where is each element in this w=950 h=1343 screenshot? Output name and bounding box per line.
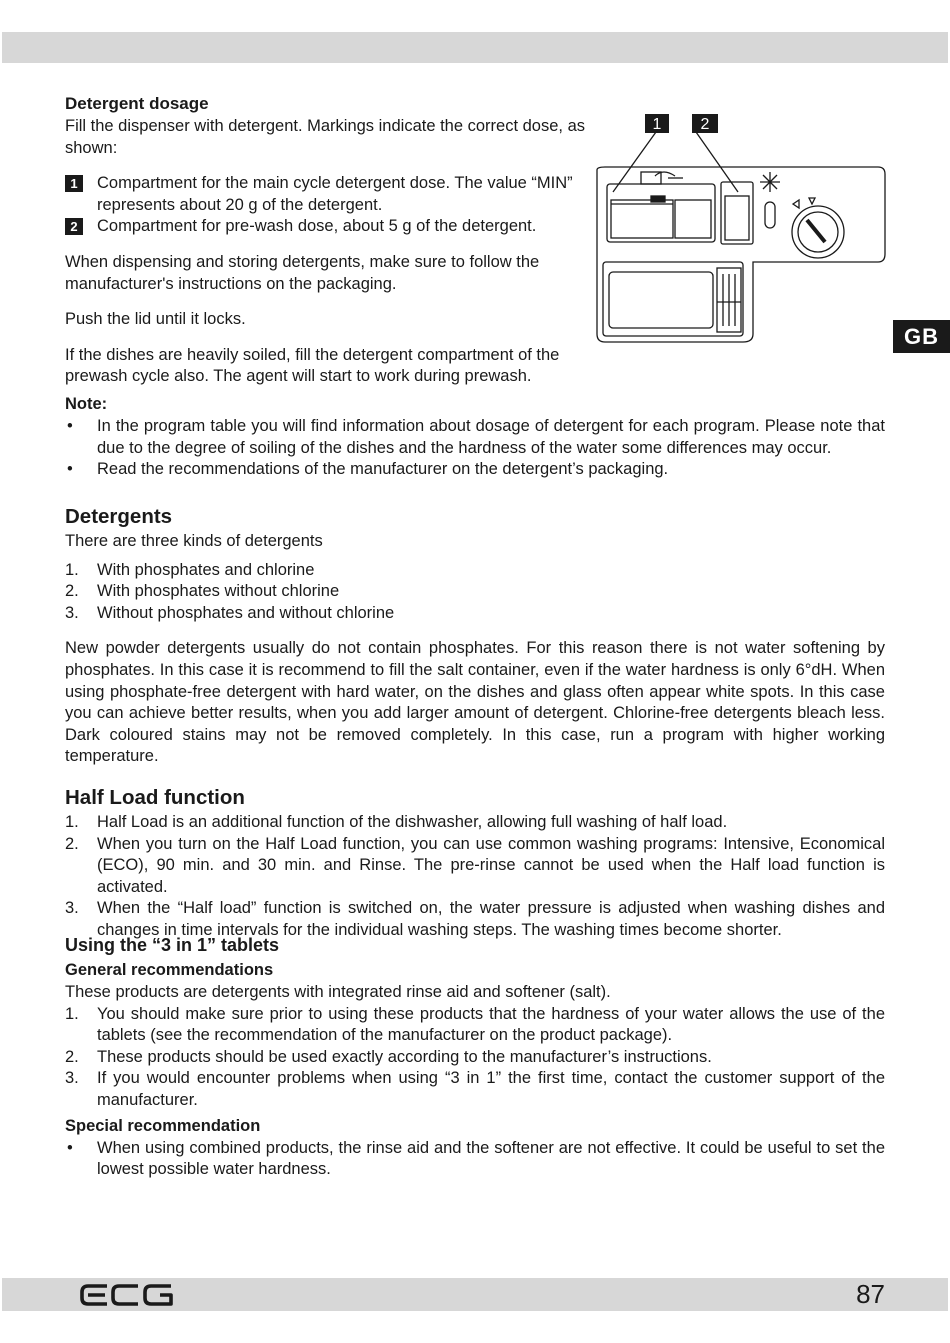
list-item-text: Without phosphates and without chlorine	[97, 603, 395, 622]
note-heading: Note:	[65, 394, 108, 413]
list-item	[65, 216, 585, 238]
list-number: 2.	[65, 1047, 79, 1066]
paragraph: Push the lid until it locks.	[65, 310, 246, 329]
note-item	[65, 459, 885, 481]
list-item-text: You should make sure prior to using these products that the hardness of your water allows the use of the tablets (see the recommendation of the manufacturer on the product package).	[97, 1004, 885, 1045]
ecg-logo	[80, 1283, 174, 1307]
list-item	[65, 173, 585, 216]
paragraph: New powder detergents usually do not contain phosphates. For this reason there is not water softening by phosphates. In this case it is recommend to fill the salt container, even if the water hardness is only 6°dH. When using phosphate-free detergent with hard water, on the dishes and glass often appear white spots. In this case you can achieve better results, when you add larger amount of detergent. Chlorine-free detergents bleach less. Dark coloured stains may not be removed completely. In this case, run a program with higher working temperature.	[65, 639, 885, 766]
note-item	[65, 416, 885, 459]
list-item	[65, 581, 885, 603]
number-badge: 2	[65, 218, 83, 235]
intro-text: There are three kinds of detergents	[65, 532, 323, 550]
bullet: •	[67, 416, 73, 435]
number-badge: 1	[65, 175, 83, 192]
bullet: •	[67, 460, 73, 479]
list-item-text: Compartment for the main cycle detergent dose. The value “MIN” represents about 20 g of the detergent.	[97, 174, 573, 214]
list-number: 1.	[65, 1004, 79, 1023]
list-item	[65, 1068, 885, 1111]
subsection-heading: Special recommendation	[65, 1116, 261, 1135]
section-detergents	[65, 503, 885, 768]
list-item	[65, 560, 885, 582]
subsection-heading: General recommendations	[65, 961, 274, 979]
list-item-text: Half Load is an additional function of the dishwasher, allowing full washing of half load.	[97, 813, 728, 831]
diagram-label: 2	[700, 116, 710, 133]
list-number: 3.	[65, 603, 79, 622]
section-half-load	[65, 784, 885, 942]
list-item-text: When using combined products, the rinse aid and the softener are not effective. It could be useful to set the lowest possible water hardness.	[97, 1138, 885, 1179]
list-number: 2.	[65, 582, 79, 601]
list-number: 3.	[65, 1069, 79, 1088]
list-item	[65, 812, 885, 834]
list-item	[65, 1138, 885, 1181]
list-item-text: These products should be used exactly according to the manufacturer’s instructions.	[97, 1047, 712, 1066]
list-item-text: Compartment for pre-wash dose, about 5 g of the detergent.	[97, 217, 537, 236]
paragraph: If the dishes are heavily soiled, fill the detergent compartment of the prewash cycle also. The agent will start to work during prewash.	[65, 345, 560, 386]
section-heading: Detergents	[65, 505, 173, 528]
list-item-text: With phosphates and chlorine	[97, 560, 315, 579]
intro-text: Fill the dispenser with detergent. Markings indicate the correct dose, as shown:	[65, 117, 586, 157]
list-item	[65, 1047, 885, 1069]
note-text: In the program table you will find information about dosage of detergent for each program. Please note that due to the degree of soiling of the dishes and the hardness of the water some differences may occur.	[97, 416, 885, 457]
page-number: 87	[856, 1279, 885, 1309]
section-heading: Half Load function	[65, 786, 245, 809]
list-item-text: When the “Half load” function is switched on, the water pressure is adjusted when washing dishes and changes in time intervals for the individual washing steps. The washing times become shorter.	[97, 899, 885, 939]
language-tab: GB	[893, 320, 950, 353]
list-number: 1.	[65, 560, 79, 579]
intro-text: These products are detergents with integrated rinse aid and softener (salt).	[65, 983, 611, 1001]
list-number: 1.	[65, 813, 79, 831]
list-item-text: When you turn on the Half Load function, you can use common washing programs: Intensive, Economical (ECO), 90 min. and 30 min. and Rinse. The pre-rinse cannot be used when the Half load function is activated.	[97, 834, 885, 896]
list-item	[65, 603, 885, 625]
header-band	[2, 32, 948, 63]
section-heading: Using the “3 in 1” tablets	[65, 935, 280, 955]
list-number: 3.	[65, 899, 79, 918]
list-item-text: If you would encounter problems when using “3 in 1” the first time, contact the customer support of the manufacturer.	[97, 1069, 885, 1109]
bullet: •	[67, 1138, 73, 1157]
paragraph: When dispensing and storing detergents, make sure to follow the manufacturer's instructions on the packaging.	[65, 252, 540, 293]
diagram-label: 1	[652, 116, 662, 133]
section-heading: Detergent dosage	[65, 94, 209, 113]
note-text: Read the recommendations of the manufacturer on the detergent’s packaging.	[97, 460, 669, 479]
list-item-text: With phosphates without chlorine	[97, 582, 340, 601]
detergent-dispenser-diagram	[593, 112, 888, 344]
list-item	[65, 1004, 885, 1047]
list-item	[65, 834, 885, 899]
section-tablets	[65, 932, 885, 1181]
list-number: 2.	[65, 834, 79, 853]
